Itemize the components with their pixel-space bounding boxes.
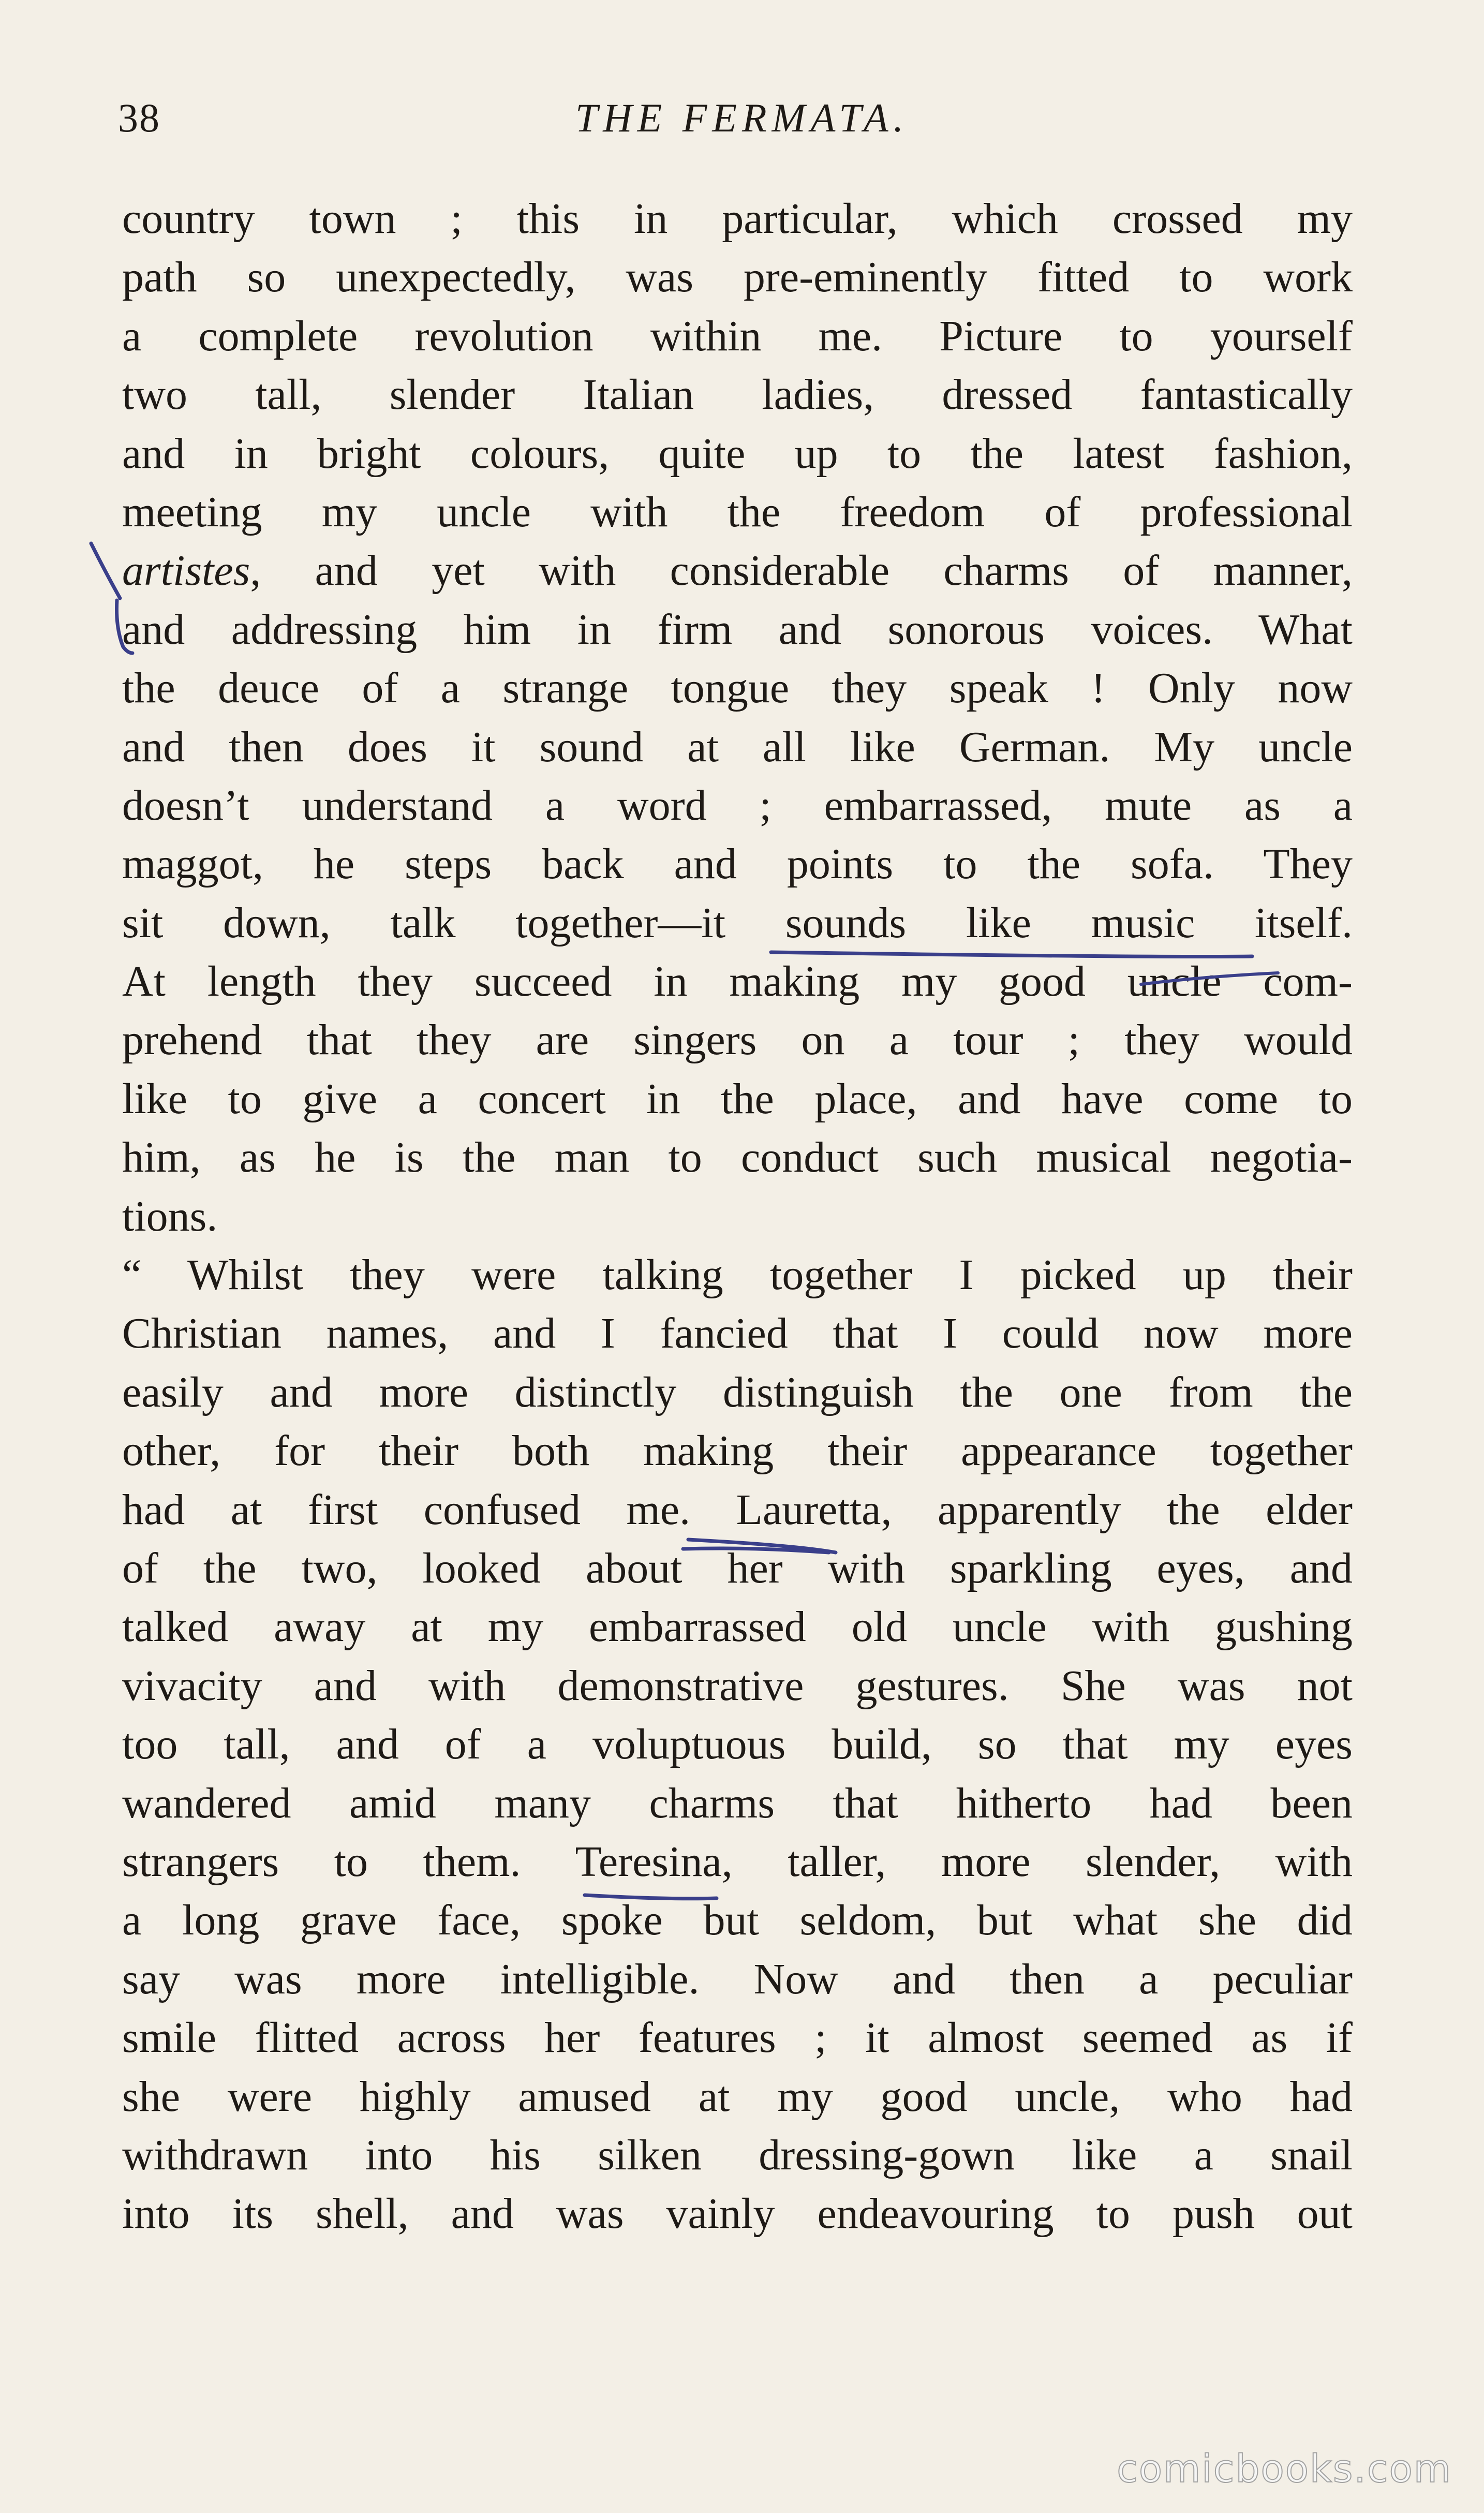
text-line: “ Whilst they were talking together I picked up their xyxy=(122,1251,1353,1299)
italic-artistes: artistes xyxy=(122,546,250,595)
text-line: of the two, looked about her with sparkling eyes, and xyxy=(122,1544,1353,1592)
text-line: too tall, and of a voluptuous build, so that my eyes xyxy=(122,1720,1353,1769)
page-number: 38 xyxy=(118,95,160,140)
text-line: into its shell, and was vainly endeavouring to push out xyxy=(122,2190,1353,2238)
text-line: doesn’t understand a word ; embarrassed, mute as a xyxy=(122,781,1353,830)
text-line: talked away at my embarrassed old uncle with gushing xyxy=(122,1603,1353,1651)
running-head: THE FERMATA. xyxy=(575,95,909,140)
text-line: withdrawn into his silken dressing-gown like a snail xyxy=(122,2131,1353,2179)
text-line: and then does it sound at all like German. My uncle xyxy=(122,722,1353,771)
text-line: she were highly amused at my good uncle, who had xyxy=(122,2072,1353,2121)
text-line: meeting my uncle with the freedom of professional xyxy=(122,487,1353,536)
text-line: and addressing him in firm and sonorous voices. What xyxy=(122,605,1353,654)
body-text xyxy=(122,189,1353,2243)
text-line: a complete revolution within me. Picture to yourself xyxy=(122,312,1353,360)
text-line: a long grave face, spoke but seldom, but what she did xyxy=(122,1896,1353,1945)
text-line-rest: , and yet with considerable charms of manner, xyxy=(250,546,1353,595)
text-line: say was more intelligible. Now and then a peculiar xyxy=(122,1955,1353,2003)
text-line: and in bright colours, quite up to the latest fashion, xyxy=(122,429,1353,478)
text-line: tions. xyxy=(122,1192,218,1240)
text-line: Christian names, and I fancied that I could now more xyxy=(122,1309,1353,1358)
text-line: path so unexpectedly, was pre-eminently fitted to work xyxy=(122,253,1353,302)
text-line: maggot, he steps back and points to the sofa. They xyxy=(122,840,1353,889)
text-line: the deuce of a strange tongue they speak ! Only now xyxy=(122,664,1353,713)
text-line: smile flitted across her features ; it almost seemed as if xyxy=(122,2014,1353,2062)
text-line: had at first confused me. Lauretta, apparently the elder xyxy=(122,1485,1353,1534)
text-line-artistes xyxy=(122,541,1353,600)
watermark: comicbooks.com xyxy=(1117,2447,1452,2491)
text-line: prehend that they are singers on a tour ; they would xyxy=(122,1016,1353,1065)
text-line: wandered amid many charms that hitherto had been xyxy=(122,1779,1353,1827)
text-line: sit down, talk together—it sounds like music itself. xyxy=(122,898,1353,947)
text-line: strangers to them. Teresina, taller, more slender, with xyxy=(122,1837,1353,1886)
text-line: him, as he is the man to conduct such musical negotia- xyxy=(122,1133,1353,1182)
text-line: like to give a concert in the place, and have come to xyxy=(122,1074,1353,1123)
text-line: other, for their both making their appearance together xyxy=(122,1427,1353,1475)
text-line: two tall, slender Italian ladies, dressed fantastically xyxy=(122,371,1353,419)
text-line: At length they succeed in making my good uncle com- xyxy=(122,957,1353,1006)
text-line: vivacity and with demonstrative gestures. She was not xyxy=(122,1661,1353,1710)
text-line: country town ; this in particular, which crossed my xyxy=(122,195,1353,243)
text-line: easily and more distinctly distinguish the one from the xyxy=(122,1368,1353,1416)
